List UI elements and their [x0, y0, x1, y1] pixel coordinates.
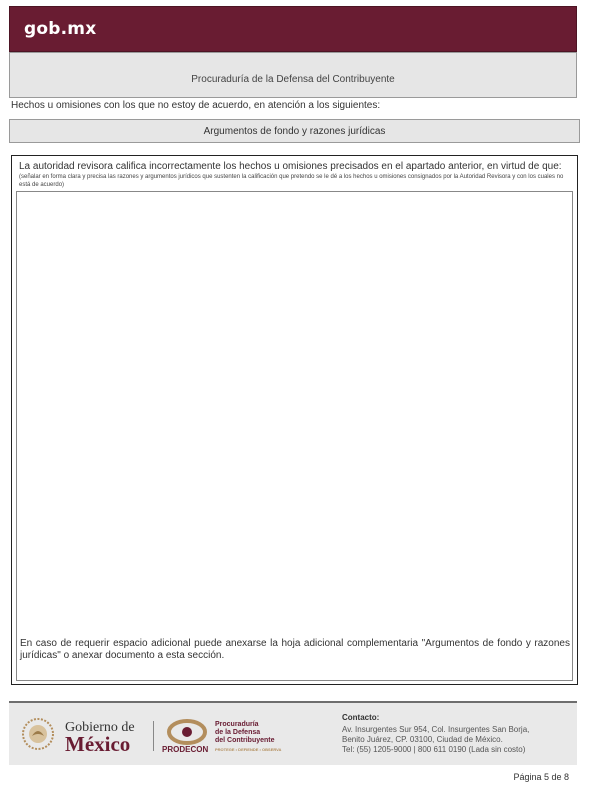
coat-of-arms-icon: [21, 717, 55, 751]
procuraduria-motto: PROTEGE • DEFIENDE • OBSERVA: [215, 747, 282, 752]
institution-name: Procuraduría de la Defensa del Contribuyente: [191, 73, 395, 85]
prodecon-logo-icon: [167, 719, 207, 745]
institution-bar: [9, 52, 577, 98]
contact-phone: Tel: (55) 1205-9000 | 800 611 0190 (Lada sin costo): [342, 745, 526, 754]
procuraduria-line-3: del Contribuyente: [215, 737, 275, 744]
intro-text: Hechos u omisiones con los que no estoy de acuerdo, en atención a los siguientes:: [11, 100, 381, 111]
main-question: La autoridad revisora califica incorrectamente los hechos u omisiones precisados en el apartado anterior, en virtud de que:: [19, 161, 562, 172]
procuraduria-line-1: Procuraduría: [215, 721, 259, 728]
gobierno-de-text: Gobierno de: [65, 720, 135, 735]
footer-logo-divider: [153, 721, 154, 751]
prodecon-text: PRODECON: [162, 745, 209, 754]
header-bar: [9, 6, 577, 52]
contact-address-1: Av. Insurgentes Sur 954, Col. Insurgentes San Borja,: [342, 725, 530, 734]
arguments-text-area[interactable]: [16, 191, 573, 681]
contact-address-2: Benito Juárez, CP. 03100, Ciudad de México.: [342, 735, 503, 744]
main-instructions: (señalar en forma clara y precisa las razones y argumentos jurídicos que sustenten la calificación que pretendo se le dé a los hechos u omisiones consignados por la Autoridad Revisora y con los cuales no está de acuerdo): [19, 174, 564, 188]
gob-mx-logo: gob.mx: [24, 19, 97, 39]
procuraduria-line-2: de la Defensa: [215, 729, 261, 736]
additional-space-note: En caso de requerir espacio adicional puede anexarse la hoja adicional complementaria "Argumentos de fondo y razones jurídicas" o anexar documento a esta sección.: [20, 638, 570, 661]
procuraduria-name: [215, 721, 275, 745]
footer: [9, 703, 577, 765]
page-number: Página 5 de 8: [513, 772, 569, 782]
contact-title: Contacto:: [342, 713, 380, 722]
arguments-box: [11, 155, 578, 685]
mexico-text: México: [65, 732, 131, 756]
section-title: Argumentos de fondo y razones jurídicas: [9, 119, 580, 143]
